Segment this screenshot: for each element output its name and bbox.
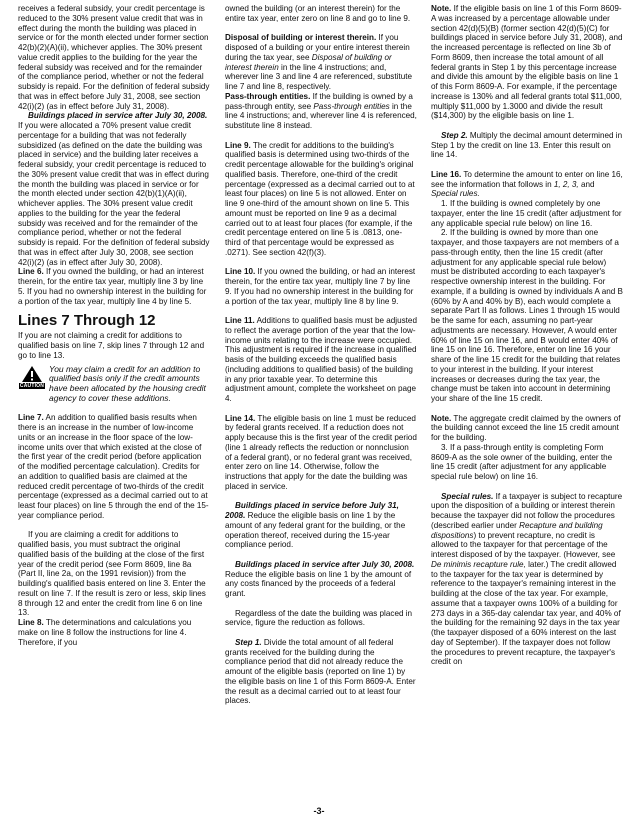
run-in-heading: Line 10. xyxy=(225,267,256,277)
paragraph: Line 8. The determinations and calculations you make on line 8 follow the instructions for line 4. Therefore, if you xyxy=(18,618,192,647)
column-right xyxy=(431,4,623,667)
run-in-heading: Line 16. xyxy=(431,169,462,179)
run-in-heading: Line 14. xyxy=(225,413,256,423)
paragraph: Note. If the eligible basis on line 1 of this Form 8609-A was increased by a percentage allowable under section 42(d)(5)(B) (former section 42(d)(5)(C) for buildings placed in service before July 31, 2008), and the increased percentage is reflected on line 3b of Form 8609, then increase the total amount of all federal grants in Step 1 by this percentage increase and divide this amount by the eligible basis on line 1 of this Form 8609-A. For example, if the percentage increase is 130% and all federal grants total $11,000, multiply $11,000 by 1.3000 and divide the result ($14,300) by the eligible basis on line 1. xyxy=(431,4,623,121)
paragraph: Line 16. To determine the amount to enter on line 16, see the information that follows in 1, 2, 3, and Special rules. xyxy=(431,169,623,199)
paragraph: Pass-through entities. If the building is owned by a pass-through entity, see Pass-through entities in the line 4 instructions; and, wherever line 4 is referenced, substitute line 8 instead. xyxy=(225,91,417,130)
caution-icon xyxy=(18,365,46,404)
paragraph: Buildings placed in service before July 31, 2008. Reduce the eligible basis on line 1 by the amount of any federal grant for the building, or the operation thereof, received during the 15-year compliance period. xyxy=(225,501,406,550)
run-in-heading: Step 1. xyxy=(235,637,262,647)
paragraph: Buildings placed in service after July 30, 2008. If you were allocated a 70% present value credit percentage for a building that was not federally subsidized (as defined on the date the building was placed in service) and the building later receives a federal subsidy, your credit percentage is reduced to the 30% present value credit that was in effect during the month the building was placed in service or for the month elected under section 42(b)(1)(A)(ii), whichever applies. The 30% present value credit applies to the building for the year the federal subsidy was received and for the remainder of the compliance period, whether or not the federal subsidy is repaid. For the definition of federal subsidy that was in effect after July 30, 2008, see section 42(i)(2) (as in effect after July 30, 2008). xyxy=(18,111,210,267)
run-in-heading: Buildings placed in service after July 30, 2008. xyxy=(28,111,208,121)
paragraph: owned the building (or an interest therein) for the entire tax year, enter zero on line 8 and go to line 9. xyxy=(225,4,411,23)
list-item: 3. If a pass-through entity is completing Form 8609-A as the sole owner of the building, enter the line 15 credit (after adjustment for any applicable special rule below) on line 16. xyxy=(431,442,613,481)
paragraph: Note. The aggregate credit claimed by the owners of the building cannot exceed the line 15 credit amount for the building. xyxy=(431,413,621,442)
caution-text: You may claim a credit for an addition to qualified basis only if the credit amounts have been allocated by the housing credit agency to cover these additions. xyxy=(49,363,206,403)
run-in-heading: Buildings placed in service after July 30, 2008. xyxy=(235,559,415,569)
caution-box xyxy=(18,365,210,404)
section-heading: Lines 7 Through 12 xyxy=(18,312,156,330)
paragraph: Disposal of building or interest therein. If you disposed of a building or your entire interest therein during the tax year, see Disposal of building or interest therein in the line 4 instructions; and, wherever line 3 and line 4 are referenced, substitute line 7 and line 8, respectively. xyxy=(225,33,412,91)
paragraph: Step 1. Divide the total amount of all federal grants received for the building during the compliance period that did not already reduce the amount of the eligible basis (reported on line 1) by the eligible basis on line 1 of this Form 8609-A. Enter the result as a decimal carried out to at least four places. xyxy=(225,637,416,706)
run-in-heading: Disposal of building or interest therein. xyxy=(225,33,377,43)
column-middle xyxy=(225,4,417,706)
run-in-heading: Note. xyxy=(431,413,452,423)
list-item: 2. If the building is owned by more than one taxpayer, and those taxpayers are not members of a pass-through entity, then the line 15 credit (after adjustment for any applicable special rule below) must be distributed according to each taxpayer's respective ownership interest in the building. For example, if a building is owned by individuals A and B (60% by A and 40% by B), each would complete a separate Part II as follows. Lines 1 through 15 would be the same for each, assuming no part-year adjustments are necessary. However, A would enter 60% of line 15 on line 16, and B would enter 40% of line 15 on line 16. Therefore, enter on line 16 your share of the line 15 credit for the building that relates to your interest in the building. If your interest increases or decreases during the tax year, the change must be taken into account in determining your share of the line 15 credit. xyxy=(431,228,623,403)
paragraph: Line 11. Additions to qualified basis must be adjusted to reflect the average portion of the year that the low-income units relating to the increase were occupied. This adjustment is required if the increase in qualified basis of the building exceeds the qualified basis (including additions to qualified basis) of the building in any prior taxable year. To determine this adjustment amount, complete the worksheet on page 4. xyxy=(225,316,417,403)
run-in-heading: Note. xyxy=(431,4,452,13)
paragraph: Line 10. If you owned the building, or had an interest therein, for the entire tax year, multiply line 7 by line 9. If you had no ownership interest in the building for a portion of the tax year, multiply line 8 by line 9. xyxy=(225,267,416,306)
paragraph: Line 6. If you owned the building, or had an interest therein, for the entire tax year, multiply line 3 by line 5. If you had no ownership interest in the building for a portion of the tax year, multiply line 4 by line 5. xyxy=(18,267,207,306)
paragraph: If you are claiming a credit for additions to qualified basis, you must subtract the original qualified basis of the building at the close of the first year of the credit period (see Form 8609, line 8a (Part II, line 2a, on the 1991 revision)) from the building's qualified basis entered on line 3. Enter the result on line 7. If the result is zero or less, skip lines 8 through 12 and enter the credit from line 6 on line 13. xyxy=(18,530,206,618)
caution-label: CAUTION xyxy=(19,382,45,389)
paragraph: Line 7. An addition to qualified basis results when there is an increase in the number of low-income units or an increase in the floor space of the low-income units over that which existed at the close of the first year of the credit period (before application of the modified percentage calculation). Credits for an addition to qualified basis are claimed at the reduced credit percentage of two-thirds of the credit percentage (expressed as a decimal carried out to at least four places) on line 5 through the end of the 15-year compliance period. xyxy=(18,413,209,520)
column-left xyxy=(18,4,210,647)
run-in-heading: Buildings placed in service before July 31, 2008. xyxy=(225,501,399,520)
page-number: -3- xyxy=(313,806,325,816)
run-in-heading: Special rules. xyxy=(441,491,494,501)
paragraph: Step 2. Multiply the decimal amount determined in Step 1 by the credit on line 13. Enter this result on line 14. xyxy=(431,130,623,160)
run-in-heading: Line 11. xyxy=(225,316,255,325)
run-in-heading: Pass-through entities. xyxy=(225,91,311,101)
paragraph: Buildings placed in service after July 30, 2008. Reduce the eligible basis on line 1 by the amount of any costs financed by the proceeds of a federal grant. xyxy=(225,559,415,598)
run-in-heading: Step 2. xyxy=(441,130,468,140)
paragraph: Special rules. If a taxpayer is subject to recapture upon the disposition of a building or interest therein because the taxpayer did not follow the procedures (described earlier under Recapture and building dispositions) to prevent recapture, no credit is allowed to the taxpayer for that percentage of the interest disposed of by the taxpayer. (However, see De minimis recapture rule, later.) The credit allowed to the taxpayer for the tax year is determined by reference to the taxpayer's remaining interest in the building at the close of the tax year. For example, assume that a taxpayer owns 100% of a building for 273 days in a 365-day calendar tax year, and 40% of the building for the remaining 92 days in the tax year (the taxpayer disposed of a 60% interest on the last day of September). If the taxpayer does not follow the procedures to prevent recapture, the taxpayer's credit on xyxy=(431,491,623,667)
list-item: 1. If the building is owned completely by one taxpayer, enter the line 15 credit (after adjustment for any applicable special rule below) on line 16. xyxy=(431,199,622,228)
warning-triangle-icon xyxy=(21,365,43,383)
paragraph: Regardless of the date the building was placed in service, figure the reduction as follows. xyxy=(225,608,413,628)
run-in-heading: Line 7. xyxy=(18,413,44,423)
paragraph: If you are not claiming a credit for additions to qualified basis on line 7, skip lines 7 through 12 and go to line 13. xyxy=(18,331,205,360)
run-in-heading: Line 9. xyxy=(225,140,251,150)
paragraph: Line 14. The eligible basis on line 1 must be reduced by federal grants received. If a reduction does not apply because this is the first year of the credit period (line 1 already reflects the reduction or nonnclusion of a federal grant), or no federal grant was received, enter zero on line 14. Otherwise, follow the instructions that apply for the date the building was placed in service. xyxy=(225,413,417,491)
paragraph: receives a federal subsidy, your credit percentage is reduced to the 30% present value credit that was in effect during the month the building was placed in service or for the month elected under former section 42(b)(2)(A)(ii), whichever applies. The 30% present value credit applies to the building for the year the federal subsidy was received and for the remainder of the compliance period, whether or not the federal subsidy is repaid. For the definition of federal subsidy that was in effect before July 31, 2008, see section 42(i)(2) (as in effect before July 31, 2008). xyxy=(18,4,210,111)
paragraph: Line 9. The credit for additions to the building's qualified basis is determined using two-thirds of the credit percentage allowable for the building's original qualified basis. Therefore, one-third of the credit percentage (expressed as a decimal carried out to at least four places) on line 5 is not allowed. Enter on line 9 one-third of the amount shown on line 5. This amount must be reported on line 9 as a decimal carried out to at least four places (for example, if the credit percentage entered on line 5 is .0813, one-third of that percentage would be expressed as .0271). See section 42(f)(3). xyxy=(225,140,415,257)
run-in-heading: Line 6. xyxy=(18,267,44,277)
run-in-heading: Line 8. xyxy=(18,618,44,627)
